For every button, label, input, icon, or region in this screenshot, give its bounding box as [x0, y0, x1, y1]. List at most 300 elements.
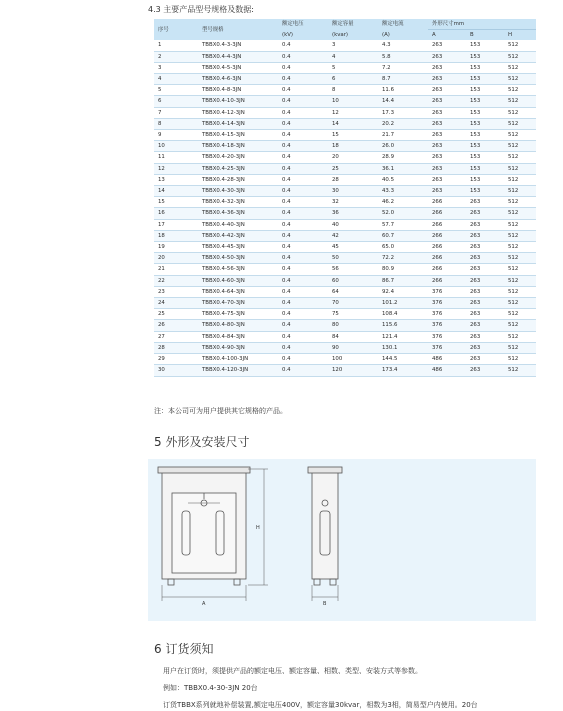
cell-index: 1 [154, 40, 198, 51]
spec-table [154, 19, 536, 377]
cell-dim-a: 486 [428, 354, 466, 365]
cell-dim-b: 263 [466, 331, 504, 342]
spec-table-body [154, 40, 536, 376]
cell-index: 7 [154, 107, 198, 118]
cell-voltage: 0.4 [278, 96, 328, 107]
cell-dim-h: 512 [504, 186, 536, 197]
cell-dim-b: 153 [466, 51, 504, 62]
cell-index: 17 [154, 219, 198, 230]
cell-model: TBBX0.4-10-3JN [198, 96, 278, 107]
cell-voltage: 0.4 [278, 197, 328, 208]
cell-voltage: 0.4 [278, 130, 328, 141]
section-4-3-title: 4.3 主要产品型号规格及数据: [148, 5, 254, 14]
cell-index: 29 [154, 354, 198, 365]
cell-model: TBBX0.4-25-3JN [198, 163, 278, 174]
cell-current: 108.4 [378, 309, 428, 320]
cell-index: 19 [154, 242, 198, 253]
front-view-top-cap [158, 467, 250, 473]
cell-voltage: 0.4 [278, 342, 328, 353]
table-row [154, 286, 536, 297]
cell-model: TBBX0.4-64-3JN [198, 286, 278, 297]
cell-dim-h: 512 [504, 96, 536, 107]
cell-dim-h: 512 [504, 152, 536, 163]
cell-dim-a: 266 [428, 264, 466, 275]
cell-dim-h: 512 [504, 62, 536, 73]
cell-voltage: 0.4 [278, 219, 328, 230]
cell-capacity: 56 [328, 264, 378, 275]
cell-current: 121.4 [378, 331, 428, 342]
table-row [154, 51, 536, 62]
cell-dim-a: 266 [428, 253, 466, 264]
cell-dim-h: 512 [504, 197, 536, 208]
cell-current: 20.2 [378, 118, 428, 129]
cell-voltage: 0.4 [278, 107, 328, 118]
cell-capacity: 8 [328, 85, 378, 96]
unit-voltage: (kV) [278, 30, 328, 41]
cell-capacity: 70 [328, 298, 378, 309]
cell-dim-b: 263 [466, 365, 504, 376]
cell-dim-h: 512 [504, 309, 536, 320]
table-row [154, 141, 536, 152]
cell-dim-h: 512 [504, 107, 536, 118]
cell-dim-b: 153 [466, 141, 504, 152]
dimension-drawing [148, 459, 536, 621]
cell-dim-b: 263 [466, 208, 504, 219]
cell-index: 23 [154, 286, 198, 297]
header-index: 序号 [154, 19, 198, 40]
cell-capacity: 36 [328, 208, 378, 219]
header-model: 型号规格 [198, 19, 278, 40]
cell-dim-h: 512 [504, 51, 536, 62]
cell-index: 4 [154, 74, 198, 85]
cell-capacity: 28 [328, 174, 378, 185]
cell-dim-h: 512 [504, 85, 536, 96]
cell-capacity: 60 [328, 275, 378, 286]
table-row [154, 174, 536, 185]
table-row [154, 342, 536, 353]
cell-index: 24 [154, 298, 198, 309]
cell-dim-a: 376 [428, 320, 466, 331]
cell-dim-a: 376 [428, 298, 466, 309]
cell-capacity: 100 [328, 354, 378, 365]
cell-voltage: 0.4 [278, 264, 328, 275]
side-view-body [312, 471, 338, 579]
cell-model: TBBX0.4-90-3JN [198, 342, 278, 353]
cell-dim-a: 263 [428, 51, 466, 62]
cell-index: 13 [154, 174, 198, 185]
table-row [154, 354, 536, 365]
cell-voltage: 0.4 [278, 365, 328, 376]
cell-dim-a: 266 [428, 275, 466, 286]
order-example: 例如：TBBX0.4-30-3JN 20台 [163, 684, 258, 692]
cell-capacity: 3 [328, 40, 378, 51]
cell-dim-b: 153 [466, 85, 504, 96]
cell-current: 72.2 [378, 253, 428, 264]
cell-voltage: 0.4 [278, 186, 328, 197]
cell-dim-a: 376 [428, 342, 466, 353]
cell-model: TBBX0.4-15-3JN [198, 130, 278, 141]
cell-capacity: 50 [328, 253, 378, 264]
table-row [154, 74, 536, 85]
table-row [154, 107, 536, 118]
cell-index: 11 [154, 152, 198, 163]
table-row [154, 298, 536, 309]
spec-table-header [154, 19, 536, 40]
cell-dim-h: 512 [504, 230, 536, 241]
cell-dim-h: 512 [504, 298, 536, 309]
cell-dim-b: 263 [466, 286, 504, 297]
cell-model: TBBX0.4-28-3JN [198, 174, 278, 185]
cell-voltage: 0.4 [278, 298, 328, 309]
cell-voltage: 0.4 [278, 118, 328, 129]
header-capacity: 额定容量 [328, 19, 378, 30]
cell-capacity: 90 [328, 342, 378, 353]
front-view-foot-right [234, 579, 240, 585]
cell-index: 20 [154, 253, 198, 264]
table-row [154, 96, 536, 107]
cell-index: 18 [154, 230, 198, 241]
table-row [154, 320, 536, 331]
cell-dim-a: 266 [428, 208, 466, 219]
side-view-top-cap [308, 467, 342, 473]
cell-model: TBBX0.4-42-3JN [198, 230, 278, 241]
cell-model: TBBX0.4-5-3JN [198, 62, 278, 73]
cell-dim-a: 266 [428, 197, 466, 208]
section-5-title: 5 外形及安装尺寸 [154, 435, 250, 449]
cell-index: 27 [154, 331, 198, 342]
table-row [154, 40, 536, 51]
cell-voltage: 0.4 [278, 152, 328, 163]
cell-model: TBBX0.4-14-3JN [198, 118, 278, 129]
cell-dim-a: 263 [428, 85, 466, 96]
cell-voltage: 0.4 [278, 320, 328, 331]
cell-capacity: 5 [328, 62, 378, 73]
unit-current: (A) [378, 30, 428, 41]
table-row [154, 242, 536, 253]
cell-dim-h: 512 [504, 208, 536, 219]
cell-current: 86.7 [378, 275, 428, 286]
cell-dim-b: 153 [466, 186, 504, 197]
table-row [154, 85, 536, 96]
cell-dim-b: 263 [466, 309, 504, 320]
cell-index: 15 [154, 197, 198, 208]
dimension-label-h: H [256, 525, 260, 531]
cell-model: TBBX0.4-30-3JN [198, 186, 278, 197]
cell-dim-a: 376 [428, 331, 466, 342]
cell-dim-b: 153 [466, 62, 504, 73]
cell-dim-b: 153 [466, 163, 504, 174]
cell-dim-h: 512 [504, 141, 536, 152]
cell-voltage: 0.4 [278, 40, 328, 51]
table-row [154, 130, 536, 141]
cell-voltage: 0.4 [278, 242, 328, 253]
dimension-label-a: A [202, 601, 206, 607]
cell-model: TBBX0.4-20-3JN [198, 152, 278, 163]
table-row [154, 219, 536, 230]
cell-voltage: 0.4 [278, 62, 328, 73]
cell-capacity: 42 [328, 230, 378, 241]
cell-current: 52.0 [378, 208, 428, 219]
cell-dim-h: 512 [504, 264, 536, 275]
order-instructions: 用户在订货时，须提供产品的额定电压、额定容量、相数、类型、安装方式等参数。 [163, 667, 422, 675]
cell-dim-b: 153 [466, 107, 504, 118]
cell-dim-b: 263 [466, 197, 504, 208]
cell-index: 12 [154, 163, 198, 174]
cell-current: 57.7 [378, 219, 428, 230]
cell-dim-a: 266 [428, 219, 466, 230]
cell-current: 115.6 [378, 320, 428, 331]
cell-dim-h: 512 [504, 331, 536, 342]
cell-voltage: 0.4 [278, 51, 328, 62]
cell-dim-h: 512 [504, 242, 536, 253]
cell-dim-b: 153 [466, 174, 504, 185]
cell-voltage: 0.4 [278, 85, 328, 96]
dimension-drawing-panel [148, 459, 536, 621]
cell-dim-h: 512 [504, 118, 536, 129]
cell-index: 28 [154, 342, 198, 353]
cell-current: 21.7 [378, 130, 428, 141]
cell-current: 17.3 [378, 107, 428, 118]
cell-capacity: 18 [328, 141, 378, 152]
cell-model: TBBX0.4-45-3JN [198, 242, 278, 253]
cell-index: 8 [154, 118, 198, 129]
table-row [154, 230, 536, 241]
header-dimensions: 外形尺寸mm [428, 19, 536, 30]
cell-current: 65.0 [378, 242, 428, 253]
unit-capacity: (kvar) [328, 30, 378, 41]
cell-model: TBBX0.4-32-3JN [198, 197, 278, 208]
cell-index: 26 [154, 320, 198, 331]
dimension-label-b: B [323, 601, 327, 607]
cell-dim-a: 263 [428, 40, 466, 51]
cell-current: 43.3 [378, 186, 428, 197]
table-row [154, 197, 536, 208]
cell-index: 3 [154, 62, 198, 73]
cell-capacity: 32 [328, 197, 378, 208]
cell-current: 26.0 [378, 141, 428, 152]
cell-index: 25 [154, 309, 198, 320]
header-voltage: 额定电压 [278, 19, 328, 30]
cell-voltage: 0.4 [278, 208, 328, 219]
cell-dim-h: 512 [504, 163, 536, 174]
spec-note: 注：本公司可为用户提供其它规格的产品。 [154, 407, 287, 415]
cell-dim-b: 263 [466, 230, 504, 241]
cell-dim-a: 266 [428, 230, 466, 241]
cell-dim-a: 263 [428, 163, 466, 174]
cell-dim-h: 512 [504, 253, 536, 264]
cell-dim-a: 263 [428, 118, 466, 129]
cell-current: 60.7 [378, 230, 428, 241]
cell-model: TBBX0.4-36-3JN [198, 208, 278, 219]
cell-current: 101.2 [378, 298, 428, 309]
cell-current: 46.2 [378, 197, 428, 208]
cell-dim-a: 263 [428, 107, 466, 118]
cell-index: 22 [154, 275, 198, 286]
cell-voltage: 0.4 [278, 309, 328, 320]
cell-dim-b: 263 [466, 298, 504, 309]
unit-dim-b: B [466, 30, 504, 41]
cell-model: TBBX0.4-4-3JN [198, 51, 278, 62]
section-6-title: 6 订货须知 [154, 642, 214, 656]
cell-dim-a: 266 [428, 242, 466, 253]
cell-capacity: 12 [328, 107, 378, 118]
cell-voltage: 0.4 [278, 163, 328, 174]
cell-capacity: 84 [328, 331, 378, 342]
cell-dim-b: 153 [466, 74, 504, 85]
cell-dim-a: 263 [428, 130, 466, 141]
cell-capacity: 10 [328, 96, 378, 107]
header-current: 额定电流 [378, 19, 428, 30]
cell-model: TBBX0.4-80-3JN [198, 320, 278, 331]
table-row [154, 186, 536, 197]
cell-capacity: 4 [328, 51, 378, 62]
order-description: 订货TBBX系列就地补偿装置,额定电压400V，额定容量30kvar，相数为3相，简易型户内使用。20台 [163, 701, 478, 709]
cell-capacity: 20 [328, 152, 378, 163]
cell-voltage: 0.4 [278, 331, 328, 342]
cell-dim-b: 153 [466, 96, 504, 107]
cell-voltage: 0.4 [278, 354, 328, 365]
front-view-foot-left [168, 579, 174, 585]
cell-model: TBBX0.4-60-3JN [198, 275, 278, 286]
cell-index: 10 [154, 141, 198, 152]
cell-dim-h: 512 [504, 130, 536, 141]
cell-index: 2 [154, 51, 198, 62]
cell-dim-b: 263 [466, 342, 504, 353]
cell-capacity: 45 [328, 242, 378, 253]
cell-model: TBBX0.4-120-3JN [198, 365, 278, 376]
cell-current: 28.9 [378, 152, 428, 163]
cell-model: TBBX0.4-84-3JN [198, 331, 278, 342]
cell-current: 92.4 [378, 286, 428, 297]
cell-current: 5.8 [378, 51, 428, 62]
cell-dim-a: 263 [428, 62, 466, 73]
cell-dim-b: 153 [466, 130, 504, 141]
cell-dim-b: 263 [466, 275, 504, 286]
cell-index: 21 [154, 264, 198, 275]
cell-dim-a: 263 [428, 186, 466, 197]
cell-index: 6 [154, 96, 198, 107]
cell-current: 173.4 [378, 365, 428, 376]
cell-dim-h: 512 [504, 342, 536, 353]
table-row [154, 163, 536, 174]
cell-capacity: 40 [328, 219, 378, 230]
cell-current: 40.5 [378, 174, 428, 185]
table-row [154, 152, 536, 163]
cell-dim-b: 263 [466, 242, 504, 253]
cell-index: 9 [154, 130, 198, 141]
cell-current: 144.5 [378, 354, 428, 365]
cell-dim-a: 263 [428, 174, 466, 185]
cell-voltage: 0.4 [278, 275, 328, 286]
cell-voltage: 0.4 [278, 286, 328, 297]
cell-current: 14.4 [378, 96, 428, 107]
cell-dim-b: 153 [466, 118, 504, 129]
cell-dim-b: 263 [466, 320, 504, 331]
cell-dim-a: 263 [428, 96, 466, 107]
cell-capacity: 30 [328, 186, 378, 197]
cell-dim-b: 263 [466, 219, 504, 230]
cell-index: 30 [154, 365, 198, 376]
cell-index: 5 [154, 85, 198, 96]
unit-dim-a: A [428, 30, 466, 41]
cell-model: TBBX0.4-56-3JN [198, 264, 278, 275]
table-row [154, 62, 536, 73]
table-row [154, 118, 536, 129]
cell-dim-h: 512 [504, 74, 536, 85]
cell-model: TBBX0.4-3-3JN [198, 40, 278, 51]
cell-dim-h: 512 [504, 174, 536, 185]
cell-model: TBBX0.4-50-3JN [198, 253, 278, 264]
cell-dim-b: 153 [466, 40, 504, 51]
cell-dim-h: 512 [504, 354, 536, 365]
cell-capacity: 6 [328, 74, 378, 85]
cell-dim-a: 263 [428, 141, 466, 152]
cell-current: 11.6 [378, 85, 428, 96]
cell-dim-h: 512 [504, 286, 536, 297]
cell-voltage: 0.4 [278, 174, 328, 185]
cell-dim-a: 263 [428, 152, 466, 163]
cell-voltage: 0.4 [278, 253, 328, 264]
cell-capacity: 75 [328, 309, 378, 320]
cell-model: TBBX0.4-70-3JN [198, 298, 278, 309]
cell-current: 8.7 [378, 74, 428, 85]
cell-current: 80.9 [378, 264, 428, 275]
cell-model: TBBX0.4-100-3JN [198, 354, 278, 365]
cell-voltage: 0.4 [278, 141, 328, 152]
table-row [154, 331, 536, 342]
cell-capacity: 80 [328, 320, 378, 331]
cell-capacity: 64 [328, 286, 378, 297]
cell-dim-b: 263 [466, 264, 504, 275]
cell-dim-a: 263 [428, 74, 466, 85]
cell-current: 36.1 [378, 163, 428, 174]
cell-current: 7.2 [378, 62, 428, 73]
cell-capacity: 15 [328, 130, 378, 141]
table-row [154, 365, 536, 376]
cell-dim-h: 512 [504, 365, 536, 376]
cell-dim-h: 512 [504, 275, 536, 286]
table-row [154, 309, 536, 320]
cell-dim-a: 376 [428, 309, 466, 320]
cell-index: 16 [154, 208, 198, 219]
cell-model: TBBX0.4-8-3JN [198, 85, 278, 96]
cell-model: TBBX0.4-40-3JN [198, 219, 278, 230]
cell-current: 130.1 [378, 342, 428, 353]
table-row [154, 253, 536, 264]
cell-model: TBBX0.4-6-3JN [198, 74, 278, 85]
cell-model: TBBX0.4-18-3JN [198, 141, 278, 152]
cell-voltage: 0.4 [278, 230, 328, 241]
cell-current: 4.3 [378, 40, 428, 51]
cell-capacity: 120 [328, 365, 378, 376]
cell-capacity: 25 [328, 163, 378, 174]
cell-dim-b: 153 [466, 152, 504, 163]
cell-dim-h: 512 [504, 40, 536, 51]
cell-model: TBBX0.4-75-3JN [198, 309, 278, 320]
table-row [154, 208, 536, 219]
cell-model: TBBX0.4-12-3JN [198, 107, 278, 118]
cell-dim-b: 263 [466, 354, 504, 365]
cell-dim-b: 263 [466, 253, 504, 264]
cell-dim-h: 512 [504, 219, 536, 230]
unit-dim-h: H [504, 30, 536, 41]
table-row [154, 264, 536, 275]
cell-dim-h: 512 [504, 320, 536, 331]
cell-capacity: 14 [328, 118, 378, 129]
table-row [154, 275, 536, 286]
cell-dim-a: 486 [428, 365, 466, 376]
cell-index: 14 [154, 186, 198, 197]
